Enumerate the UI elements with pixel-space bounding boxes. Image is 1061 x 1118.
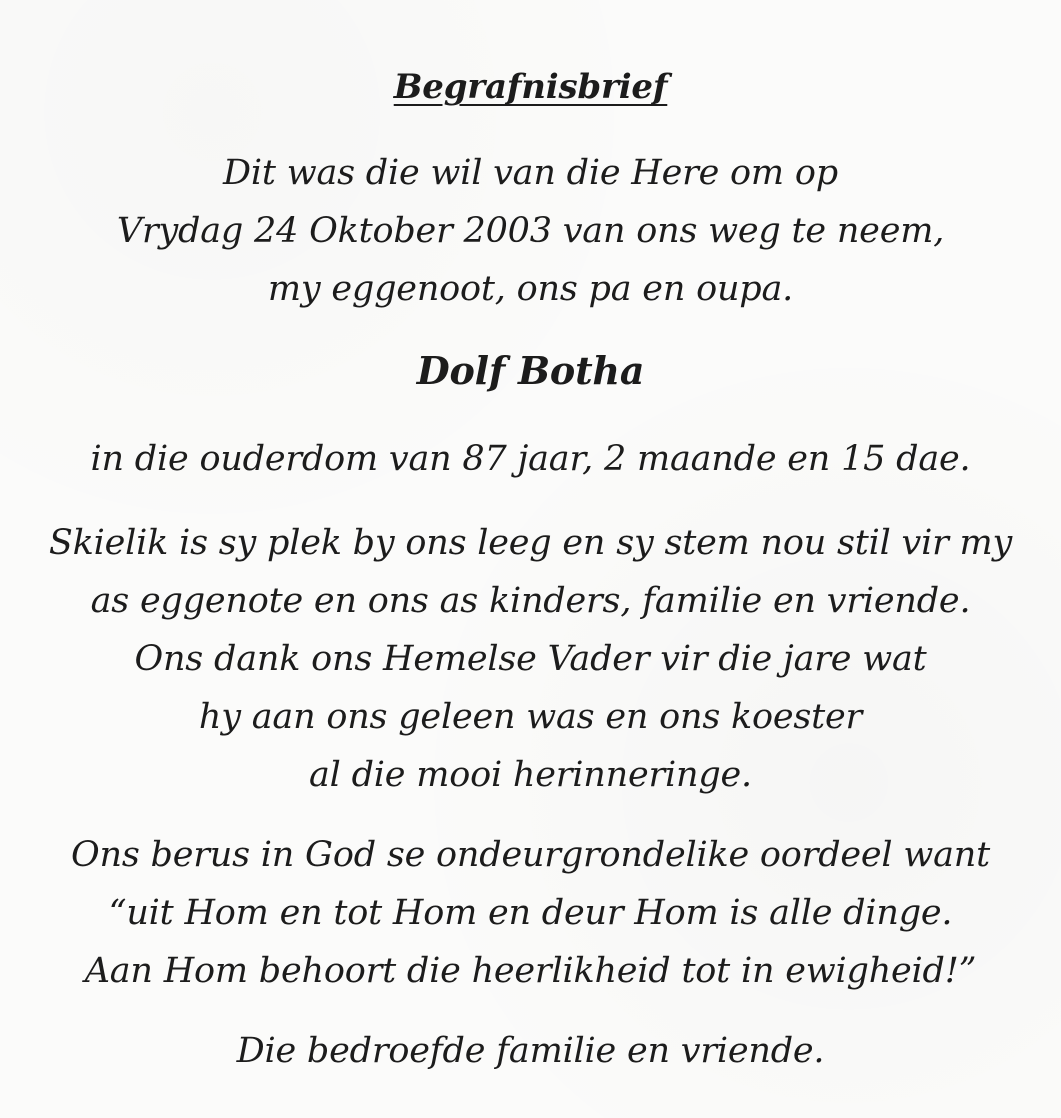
faith-line-1: Ons berus in God se ondeurgrondelike oordeel want: [71, 835, 990, 875]
intro-line-1: Dit was die wil van die Here om op: [223, 153, 838, 193]
intro-line-2: Vrydag 24 Oktober 2003 van ons weg te neem,: [116, 211, 945, 251]
memory-line-2: as eggenote en ons as kinders, familie en vriende.: [90, 581, 971, 621]
faith-line-3: Aan Hom behoort die heerlikheid tot in ewigheid!”: [84, 951, 977, 991]
memory-line-4: hy aan ons geleen was en ons koester: [198, 697, 863, 737]
age-line: in die ouderdom van 87 jaar, 2 maande en 15 dae.: [90, 439, 971, 479]
memory-line-5: al die mooi herinneringe.: [309, 755, 752, 795]
faith-line-2: “uit Hom en tot Hom en deur Hom is alle dinge.: [108, 893, 953, 933]
closing-line: Die bedroefde familie en vriende.: [236, 1031, 825, 1071]
intro-line-3: my eggenoot, ons pa en oupa.: [267, 269, 794, 309]
document-title: Begrafnisbrief: [393, 67, 668, 107]
deceased-name: Dolf Botha: [416, 348, 645, 393]
memory-line-3: Ons dank ons Hemelse Vader vir die jare wat: [134, 639, 927, 679]
memory-line-1: Skielik is sy plek by ons leeg en sy stem nou stil vir my: [48, 523, 1013, 563]
